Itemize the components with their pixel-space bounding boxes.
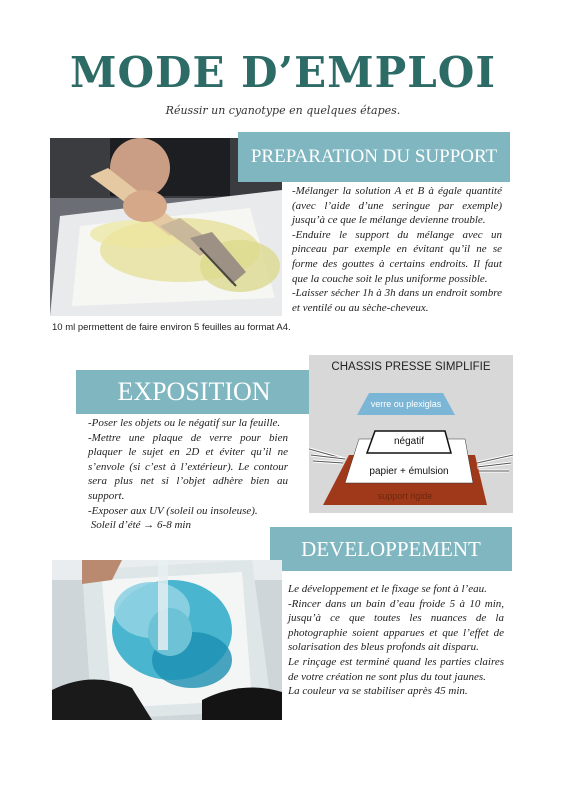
dev-line: La couleur va se stabiliser après 45 min.: [288, 685, 468, 698]
prep-text: [292, 184, 502, 315]
prep-caption: 10 ml permettent de faire environ 5 feuilles au format A4.: [52, 322, 291, 333]
negative-label: négatif: [393, 436, 425, 447]
dev-heading: [270, 527, 512, 571]
dev-line: -Rincer dans un bain d’eau froide 5 à 10 min, jusqu’à ce que toutes les nuances de la photographie soient apparues et que l’effet de solarisation des bleus profonds ait disparu.: [288, 597, 504, 654]
expo-text: [88, 416, 288, 533]
dev-heading-text: DEVELOPPEMENT: [301, 536, 481, 561]
expo-line: -Poser les objets ou le négatif sur la feuille.: [88, 417, 281, 429]
paper-label: papier + émulsion: [369, 466, 449, 477]
expo-line: -Exposer aux UV (soleil ou insoleuse).: [88, 504, 258, 517]
page-title: MODE D’EMPLOI: [69, 48, 497, 97]
clip-right-icon: [477, 455, 513, 471]
dev-text: [288, 582, 504, 699]
dev-line: Le développement et le fixage se font à l’eau.: [288, 583, 487, 595]
prep-heading: [238, 132, 510, 182]
expo-heading: [76, 370, 312, 414]
prep-line: -Enduire le support du mélange avec un pinceau par exemple en évitant qu’il ne se forme des gouttes à certains endroits. Il faut que la couche soit le plus uniforme possible.: [292, 228, 502, 285]
expo-line: -Mettre une plaque de verre pour bien plaquer le sujet en 2D et éviter qu’il ne s’envole (si c’est à l’extérieur). Le contour sera plus net si l’objet adhère bien au support.: [88, 431, 288, 502]
diagram-title: CHASSIS PRESSE SIMPLIFIE: [331, 361, 491, 373]
press-diagram: [309, 355, 513, 513]
dev-line: Le rinçage est terminé quand les parties claires de votre création ne sont plus du tout jaunes.: [288, 655, 504, 683]
support-label: support rigide: [377, 491, 433, 501]
clip-left-icon: [309, 449, 345, 463]
prep-line: -Mélanger la solution A et B à égale quantité (avec l’aide d’une seringue par exemple) jusqu’à ce que le mélange devienne trouble.: [292, 185, 502, 227]
expo-heading-text: EXPOSITION: [117, 377, 271, 406]
glass-label: verre ou plexiglas: [370, 399, 442, 409]
page-subtitle: Réussir un cyanotype en quelques étapes.: [165, 104, 401, 117]
prep-line: -Laisser sécher 1h à 3h dans un endroit sombre et ventilé ou au sèche-cheveux.: [292, 287, 502, 314]
rinsing-photo: [52, 560, 282, 720]
expo-line: Soleil d’été → 6-8 min: [88, 519, 191, 532]
prep-heading-text: PREPARATION DU SUPPORT: [250, 146, 498, 167]
